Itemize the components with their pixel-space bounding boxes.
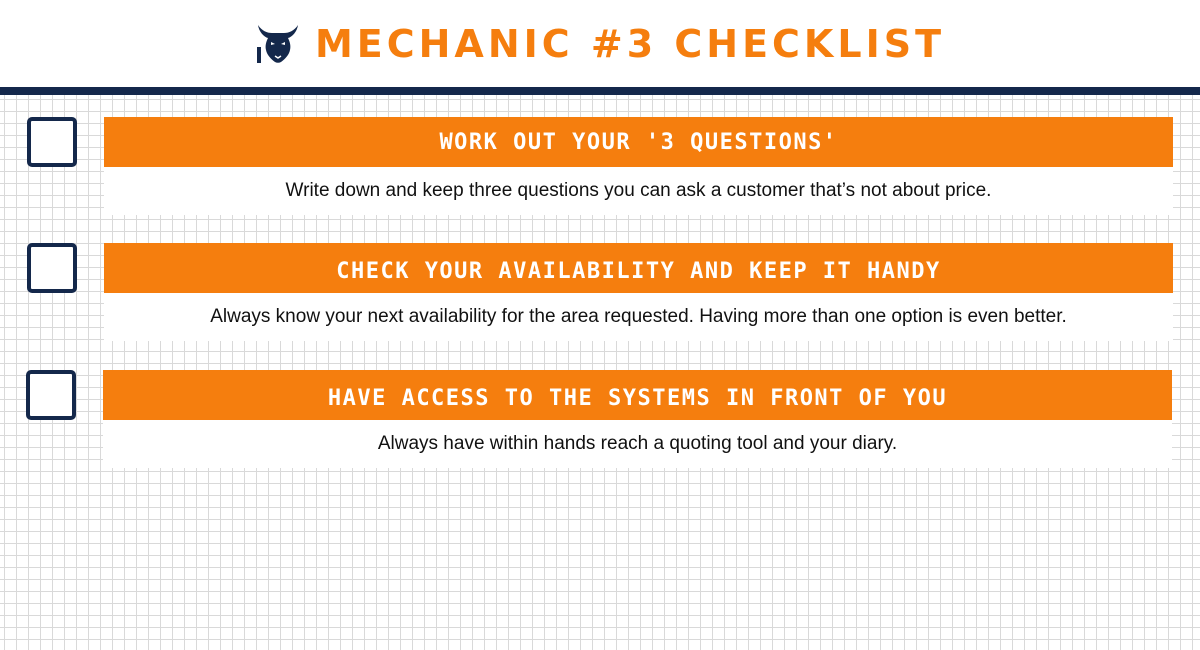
- item-description: Always have within hands reach a quoting tool and your diary.: [377, 433, 898, 454]
- header-divider: [0, 87, 1200, 95]
- item-heading-bar: [104, 117, 1173, 167]
- item-heading-bar: [103, 370, 1172, 420]
- item-description: Write down and keep three questions you can ask a customer that’s not about price.: [285, 180, 992, 201]
- page-header: [0, 0, 1200, 87]
- item-heading: HAVE ACCESS TO THE SYSTEMS IN FRONT OF YOU: [327, 385, 948, 411]
- item-checkbox[interactable]: [26, 370, 76, 420]
- item-card: [103, 370, 1172, 468]
- page-title: MECHANIC #3 CHECKLIST: [314, 21, 946, 66]
- item-card: [104, 117, 1173, 215]
- item-heading: CHECK YOUR AVAILABILITY AND KEEP IT HANDY: [336, 258, 941, 284]
- item-heading-bar: [104, 243, 1173, 293]
- bull-head-icon: [255, 21, 301, 67]
- item-description: Always know your next availability for the area requested. Having more than one option is even better.: [210, 306, 1067, 327]
- item-heading: WORK OUT YOUR '3 QUESTIONS': [439, 129, 838, 155]
- title-group: [0, 0, 1200, 87]
- item-checkbox[interactable]: [27, 117, 77, 167]
- item-card: [104, 243, 1173, 341]
- item-checkbox[interactable]: [27, 243, 77, 293]
